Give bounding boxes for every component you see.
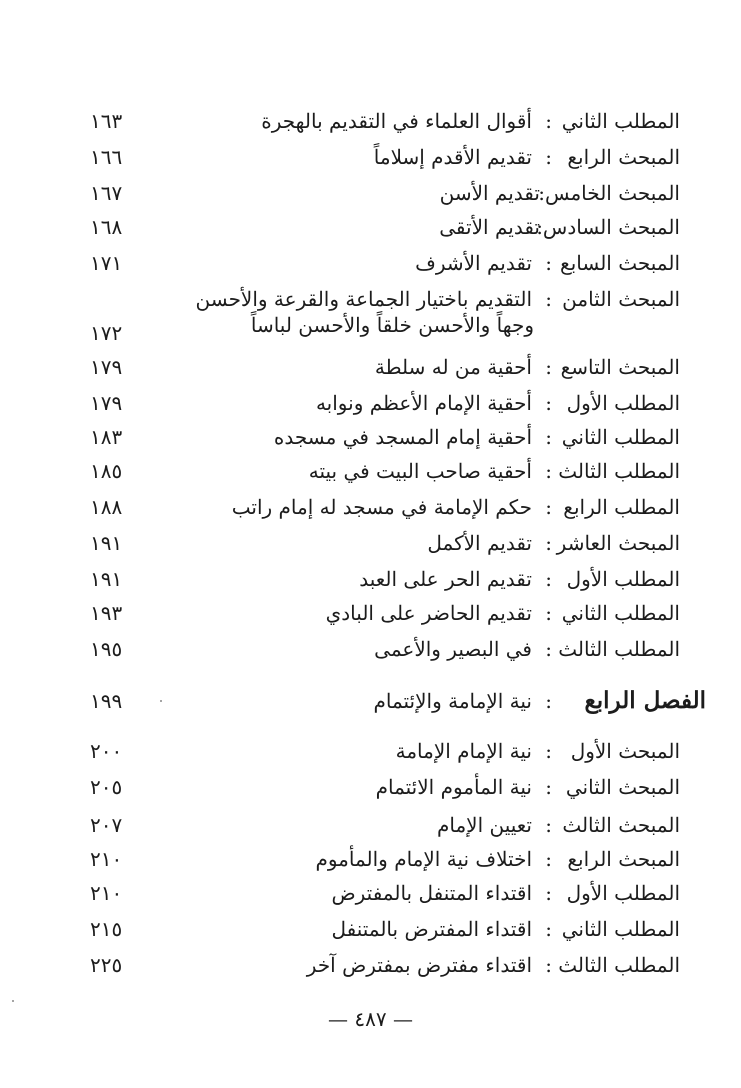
toc-entry-title-text: أحقية من له سلطة [374, 355, 532, 379]
toc-entry-title-text: نية المأموم الائتمام [375, 775, 532, 799]
toc-page-number: ١٦٨ [90, 215, 123, 239]
toc-entry-title-text: التقديم باختيار الجماعة والقرعة والأحسن [195, 287, 532, 311]
toc-entry-row [60, 354, 680, 388]
toc-section-label: المطلب الثالث [558, 953, 680, 977]
toc-entry-row [60, 600, 680, 634]
toc-page-number: ١٨٣ [90, 425, 123, 449]
toc-entry-row [60, 424, 680, 458]
toc-separator: : [545, 459, 552, 483]
toc-entry-title-text: تقديم الأتقى [439, 215, 540, 239]
toc-chapter-row [60, 687, 706, 722]
toc-entry-title-text: أحقية صاحب البيت في بيته [308, 459, 532, 483]
toc-entry-row [60, 738, 680, 772]
toc-separator: : [545, 425, 552, 449]
toc-separator: : [545, 251, 552, 275]
toc-section-label: المطلب الرابع [563, 495, 680, 519]
toc-entry-title [359, 566, 532, 592]
toc-page-number: ٢١٥ [90, 917, 123, 941]
toc-section-label: المطلب الثاني [561, 425, 680, 449]
toc-page-number: ١٧١ [90, 251, 123, 275]
toc-page-number: ١٦٦ [90, 145, 123, 169]
toc-separator: : [545, 881, 552, 905]
toc-entry-row [60, 846, 680, 880]
toc-section-label: المبحث السادس: [536, 215, 680, 239]
toc-entry-title-text: تقديم الأقدم إسلاماً [373, 145, 532, 169]
toc-section-label: المبحث الخامس: [538, 181, 680, 205]
toc-entry-title-text: حكم الإمامة في مسجد له إمام راتب [231, 495, 532, 519]
toc-section-label: المبحث الثاني [565, 775, 680, 799]
toc-entry-title [396, 738, 532, 764]
toc-section-label: المبحث التاسع [560, 355, 680, 379]
toc-entry-row [60, 214, 680, 248]
toc-entry-row [60, 390, 680, 424]
toc-separator: : [545, 847, 552, 871]
toc-entry-row [60, 144, 680, 178]
scan-speck [160, 700, 162, 702]
toc-entry-title-line2: وجهاً والأحسن خلقاً والأحسن لباساً [250, 313, 534, 337]
toc-entry-title-text: نية الإمامة والإئتمام [373, 689, 532, 713]
toc-entry-title [376, 774, 532, 800]
toc-entry-title-text: أحقية إمام المسجد في مسجده [273, 425, 532, 449]
toc-entry-title [437, 812, 532, 838]
toc-separator: : [545, 109, 552, 133]
toc-entry-title [427, 530, 532, 556]
toc-page-number: ١٩١ [90, 567, 123, 591]
toc-section-label: المبحث السابع [560, 251, 680, 275]
toc-separator: : [545, 145, 552, 169]
toc-section-label: المبحث العاشر [556, 531, 680, 555]
toc-section-label: المبحث الرابع [567, 145, 680, 169]
toc-page-number: ٢٠٠ [90, 739, 123, 763]
toc-separator: : [545, 355, 552, 379]
toc-separator: : [545, 287, 552, 311]
toc-page-number: ١٦٣ [90, 109, 123, 133]
toc-separator: : [545, 917, 552, 941]
toc-entry-title-text: أقوال العلماء في التقديم بالهجرة [261, 109, 532, 133]
toc-section-label: المطلب الثاني [561, 601, 680, 625]
toc-page-number: ١٩١ [90, 531, 123, 555]
toc-page-number: ١٨٥ [90, 459, 123, 483]
toc-entry-row [60, 952, 680, 986]
toc-entry-title-text: في البصير والأعمى [374, 637, 532, 661]
toc-entry-row [60, 458, 680, 492]
toc-section-label: المبحث الثامن [562, 287, 680, 311]
toc-entry-title [331, 880, 532, 906]
toc-page-number: ١٩٣ [90, 601, 123, 625]
toc-page-number: ١٩٥ [90, 637, 123, 661]
toc-entry-row [60, 566, 680, 600]
toc-entry-title [439, 214, 540, 240]
toc-page-number: ١٨٨ [90, 495, 123, 519]
toc-separator: : [545, 601, 552, 625]
toc-entry-title-text: تقديم الحر على العبد [359, 567, 532, 591]
toc-entry-title [374, 636, 532, 662]
toc-entry-title-text: تعيين الإمام [436, 813, 532, 837]
toc-entry-title-text: اقتداء مفترض بمفترض آخر [306, 953, 532, 977]
toc-entry-row [60, 108, 680, 142]
toc-page-number: ١٧٢ [90, 321, 123, 345]
toc-section-label: المطلب الثاني [561, 917, 680, 941]
toc-entry-title-text: أحقية الإمام الأعظم ونوابه [315, 391, 532, 415]
toc-page-number: ٢٢٥ [90, 953, 123, 977]
toc-entry-row [60, 812, 680, 846]
toc-entry-row [60, 180, 680, 214]
toc-entry-title [375, 354, 532, 380]
toc-entry-title-text: تقديم الحاضر على البادي [325, 601, 532, 625]
toc-section-label: المطلب الثالث [558, 637, 680, 661]
toc-separator: : [545, 495, 552, 519]
toc-entry-row [60, 774, 680, 808]
toc-entry-row [60, 916, 680, 950]
toc-entry-title-text: تقديم الأشرف [415, 251, 532, 275]
scan-speck [12, 1000, 14, 1002]
toc-page-number: ١٦٧ [90, 181, 123, 205]
toc-entry-row [60, 286, 680, 345]
toc-entry-title-text: اختلاف نية الإمام والمأموم [315, 847, 532, 871]
toc-entry-title [307, 952, 532, 978]
toc-entry-title [309, 458, 532, 484]
toc-section-label: المطلب الأول [566, 567, 680, 591]
toc-entry-row [60, 250, 680, 284]
toc-section-label: المطلب الثالث [558, 459, 680, 483]
toc-entry-title [315, 846, 532, 872]
toc-page-number: ٢٠٧ [90, 813, 123, 837]
toc-separator: : [545, 953, 552, 977]
toc-entry-row [60, 636, 680, 670]
toc-entry-title [274, 424, 532, 450]
toc-entry-title-text: نية الإمام الإمامة [395, 739, 532, 763]
toc-entry-title [415, 250, 532, 276]
toc-entry-row [60, 530, 680, 564]
toc-section-label: المطلب الأول [566, 881, 680, 905]
toc-separator: : [545, 689, 552, 713]
toc-section-label: المبحث الرابع [567, 847, 680, 871]
toc-page-number: ٢٠٥ [90, 775, 123, 799]
toc-entry-title [331, 916, 532, 942]
toc-section-label: المطلب الأول [566, 391, 680, 415]
toc-separator: : [545, 567, 552, 591]
toc-entry-title [326, 600, 532, 626]
toc-section-label: المبحث الثالث [562, 813, 680, 837]
toc-entry-row [60, 880, 680, 914]
toc-entry-title [316, 390, 532, 416]
toc-entry-row [60, 494, 680, 528]
toc-entry-title-text: تقديم الأسن [439, 181, 540, 205]
toc-page-number: ١٧٩ [90, 355, 123, 379]
toc-page-number: ٢١٠ [90, 847, 123, 871]
toc-section-label: الفصل الرابع [584, 687, 706, 714]
toc-entry-title [440, 180, 540, 206]
toc-separator: : [545, 637, 552, 661]
toc-separator: : [545, 391, 552, 415]
toc-page-number: ١٧٩ [90, 391, 123, 415]
toc-separator: : [545, 531, 552, 555]
page-number-footer: — ٤٨٧ — [328, 1007, 413, 1031]
toc-entry-title [374, 144, 532, 170]
toc-section-label: المبحث الأول [570, 739, 680, 763]
toc-entry-title-text: تقديم الأكمل [427, 531, 532, 555]
toc-separator: : [545, 775, 552, 799]
toc-separator: : [545, 739, 552, 763]
toc-separator: : [545, 813, 552, 837]
toc-entry-title [261, 108, 532, 134]
toc-section-label: المطلب الثاني [561, 109, 680, 133]
toc-entry-title-text: اقتداء المتنفل بالمفترض [331, 881, 532, 905]
toc-page-number: ٢١٠ [90, 881, 123, 905]
toc-page-number: ١٩٩ [90, 689, 123, 713]
toc-entry-title-text: اقتداء المفترض بالمتنفل [331, 917, 532, 941]
toc-entry-title [196, 286, 533, 338]
toc-entry-title [232, 494, 532, 520]
toc-entry-title [373, 688, 532, 714]
